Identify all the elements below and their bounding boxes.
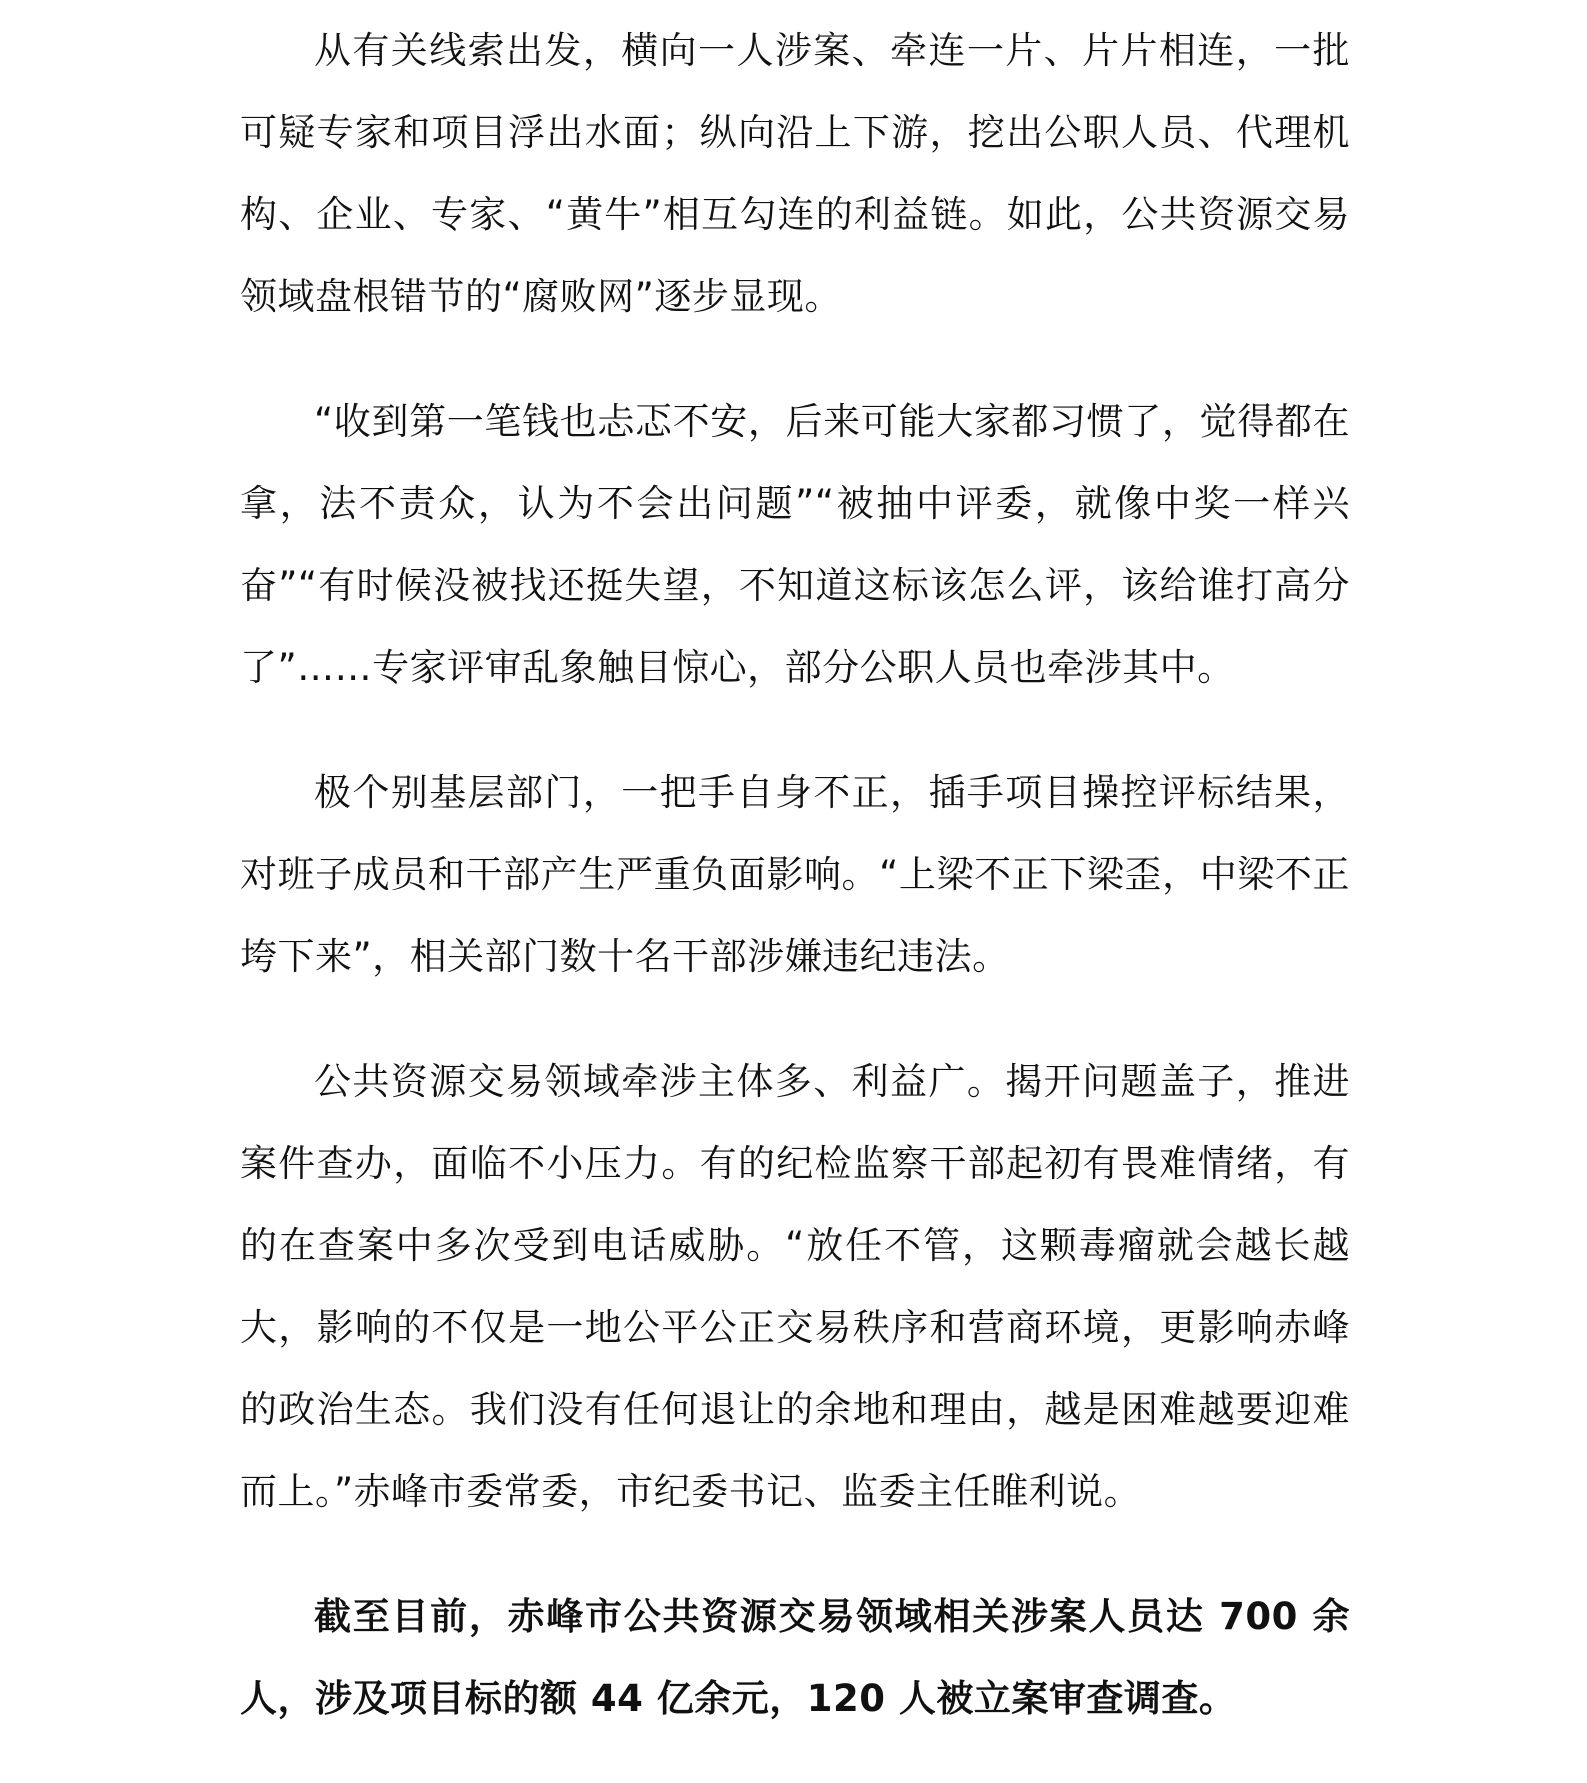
- paragraph-expert-quotes: “收到第一笔钱也忐忑不安，后来可能大家都习惯了，觉得都在拿，法不责众，认为不会出问题”“被抽中评委，就像中奖一样兴奋”“有时候没被找还挺失望，不知道这标该怎么评，该给谁打高分了”……专家评审乱象触目惊心，部分公职人员也牵涉其中。: [240, 400, 1350, 689]
- article-body: [240, 10, 1350, 1783]
- paragraph-clue-network: 从有关线索出发，横向一人涉案、牵连一片、片片相连，一批可疑专家和项目浮出水面；纵向沿上下游，挖出公职人员、代理机构、企业、专家、“黄牛”相互勾连的利益链。如此，公共资源交易领域盘根错节的“腐败网”逐步显现。: [240, 29, 1350, 318]
- paragraph-leadership-impact: 极个别基层部门，一把手自身不正，插手项目操控评标结果，对班子成员和干部产生严重负面影响。“上梁不正下梁歪，中梁不正垮下来”，相关部门数十名干部涉嫌违纪违法。: [240, 771, 1350, 978]
- paragraph-case-statistics: 截至目前，赤峰市公共资源交易领域相关涉案人员达 700 余人，涉及项目标的额 44 亿余元，120 人被立案审查调查。: [240, 1595, 1350, 1720]
- paragraph-investigation-pressure: 公共资源交易领域牵涉主体多、利益广。揭开问题盖子，推进案件查办，面临不小压力。有的纪检监察干部起初有畏难情绪，有的在查案中多次受到电话威胁。“放任不管，这颗毒瘤就会越长越大，影响的不仅是一地公平公正交易秩序和营商环境，更影响赤峰的政治生态。我们没有任何退让的余地和理由，越是困难越要迎难而上。”赤峰市委常委，市纪委书记、监委主任睢利说。: [240, 1060, 1350, 1513]
